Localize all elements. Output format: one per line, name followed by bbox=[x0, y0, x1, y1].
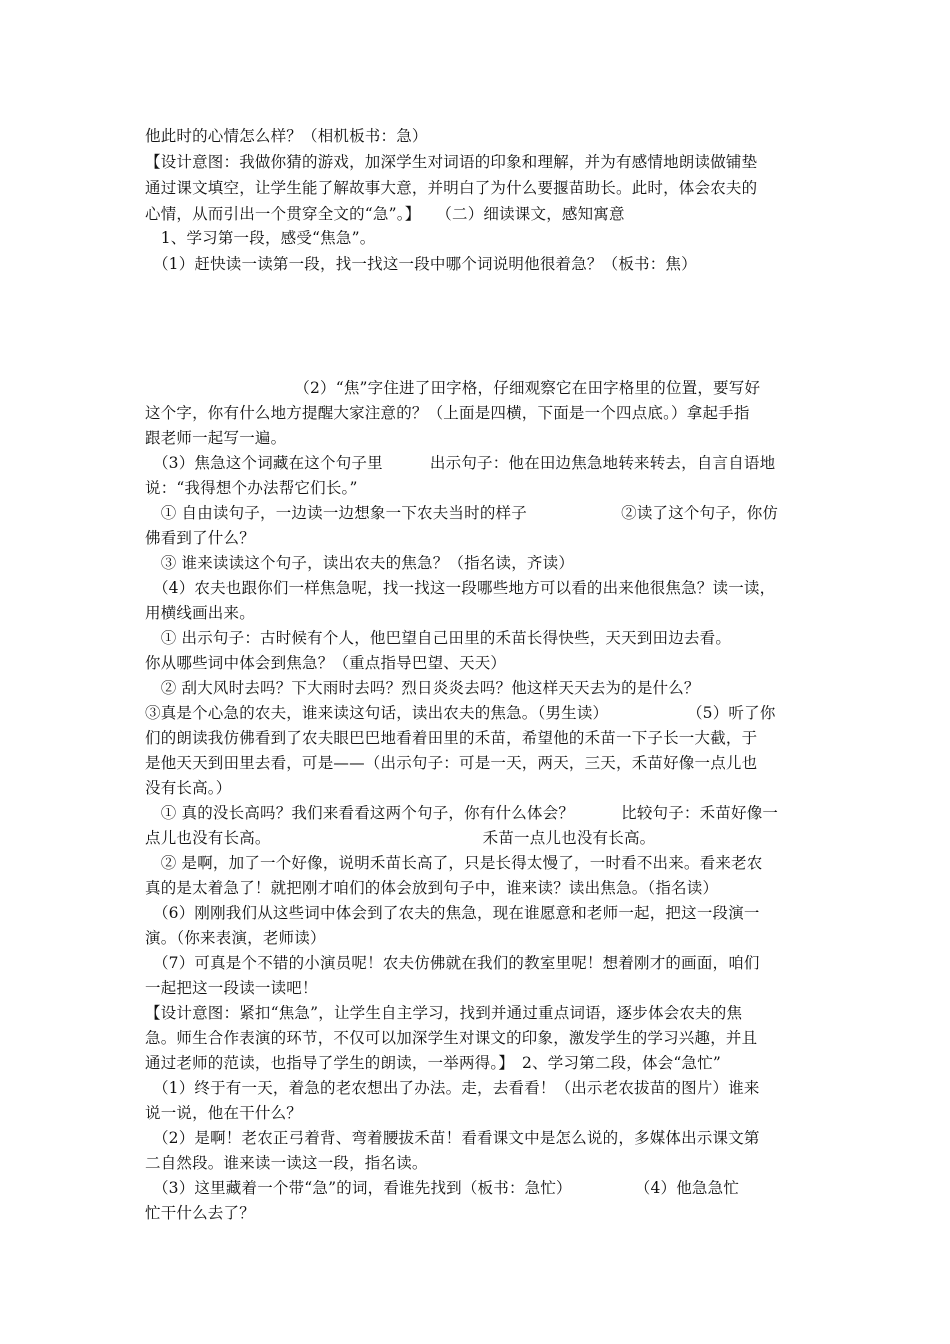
text-line: 跟老师一起写一遍。 bbox=[145, 429, 287, 447]
text-line: 他此时的心情怎么样？（相机板书：急） bbox=[145, 127, 428, 145]
text-line: （6）刚刚我们从这些词中体会到了农夫的焦急，现在谁愿意和老师一起，把这一段演一 bbox=[145, 904, 760, 922]
text-line: 说：“我得想个办法帮它们长。” bbox=[145, 479, 358, 497]
text-line: 用横线画出来。 bbox=[145, 604, 255, 622]
text-line: ① 出示句子：古时候有个人，他巴望自己田里的禾苗长得快些，天天到田边去看。 bbox=[145, 629, 732, 647]
text-line: 二自然段。谁来读一读这一段，指名读。 bbox=[145, 1154, 428, 1172]
text-line: 【设计意图：我做你猜的游戏，加深学生对词语的印象和理解，并为有感情地朗读做铺垫 bbox=[145, 153, 758, 171]
text-line: 这个字，你有什么地方提醒大家注意的？（上面是四横，下面是一个四点底。）拿起手指 bbox=[145, 404, 750, 422]
text-line: ③真是个心急的农夫，谁来读这句话，读出农夫的焦急。（男生读） （5）听了你 bbox=[145, 704, 776, 722]
text-line: （3）焦急这个词藏在这个句子里 出示句子：他在田边焦急地转来转去，自言自语地 bbox=[145, 454, 776, 472]
text-line: （1）终于有一天，着急的老农想出了办法。走，去看看！（出示老农拔苗的图片）谁来 bbox=[145, 1079, 760, 1097]
text-line: 急。师生合作表演的环节，不仅可以加深学生对课文的印象，激发学生的学习兴趣，并且 bbox=[145, 1029, 758, 1047]
text-line: 真的是太着急了！就把刚才咱们的体会放到句子中，谁来读？读出焦急。（指名读） bbox=[145, 879, 719, 897]
text-line: 一起把这一段读一读吧！ bbox=[145, 979, 318, 997]
text-line: 佛看到了什么？ bbox=[145, 529, 255, 547]
text-line: 通过课文填空，让学生能了解故事大意，并明白了为什么要揠苗助长。此时，体会农夫的 bbox=[145, 179, 758, 197]
text-line: 说一说，他在干什么？ bbox=[145, 1104, 303, 1122]
text-line: ② 刮大风时去吗？下大雨时去吗？烈日炎炎去吗？他这样天天去为的是什么？ bbox=[145, 679, 700, 697]
text-line: 没有长高。） bbox=[145, 779, 232, 797]
text-line: 【设计意图：紧扣“焦急”，让学生自主学习，找到并通过重点词语，逐步体会农夫的焦 bbox=[145, 1004, 743, 1022]
text-line: （4）农夫也跟你们一样焦急呢，找一找这一段哪些地方可以看的出来他很焦急？读一读， bbox=[145, 579, 776, 597]
text-line: 们的朗读我仿佛看到了农夫眼巴巴地看着田里的禾苗，希望他的禾苗一下子长一大截，于 bbox=[145, 729, 758, 747]
text-line: （2）“焦”字住进了田字格，仔细观察它在田字格里的位置，要写好 bbox=[145, 379, 761, 397]
text-line: 点儿也没有长高。 禾苗一点儿也没有长高。 bbox=[145, 829, 656, 847]
text-line: ① 真的没长高吗？我们来看看这两个句子，你有什么体会？ 比较句子：禾苗好像一 bbox=[145, 804, 779, 822]
text-line: 通过老师的范读，也指导了学生的朗读，一举两得。】 2、学习第二段，体会“急忙” bbox=[145, 1054, 722, 1072]
text-line: 你从哪些词中体会到焦急？（重点指导巴望、天天） bbox=[145, 654, 507, 672]
text-line: （2）是啊！老农正弓着背、弯着腰拔禾苗！看看课文中是怎么说的，多媒体出示课文第 bbox=[145, 1129, 760, 1147]
text-line: ③ 谁来读读这个句子，读出农夫的焦急？（指名读，齐读） bbox=[145, 554, 575, 572]
text-line: 演。（你来表演，老师读） bbox=[145, 929, 326, 947]
text-line: 1、学习第一段，感受“焦急”。 bbox=[145, 229, 376, 247]
text-line: 心情，从而引出一个贯穿全文的“急”。】 （二）细读课文，感知寓意 bbox=[145, 205, 625, 223]
text-line: （7）可真是个不错的小演员呢！农夫仿佛就在我们的教室里呢！想着刚才的画面，咱们 bbox=[145, 954, 760, 972]
text-line: 是他天天到田里去看，可是——（出示句子：可是一天，两天，三天，禾苗好像一点儿也 bbox=[145, 754, 758, 772]
text-line: 忙干什么去了？ bbox=[145, 1204, 255, 1222]
text-line: （1）赶快读一读第一段，找一找这一段中哪个词说明他很着急？（板书：焦） bbox=[145, 255, 697, 273]
text-line: ① 自由读句子，一边读一边想象一下农夫当时的样子 ②读了这个句子，你仿 bbox=[145, 504, 779, 522]
text-line: （3）这里藏着一个带“急”的词，看谁先找到（板书：急忙） （4）他急急忙 bbox=[145, 1179, 740, 1197]
text-line: ② 是啊，加了一个好像，说明禾苗长高了，只是长得太慢了，一时看不出来。看来老农 bbox=[145, 854, 763, 872]
